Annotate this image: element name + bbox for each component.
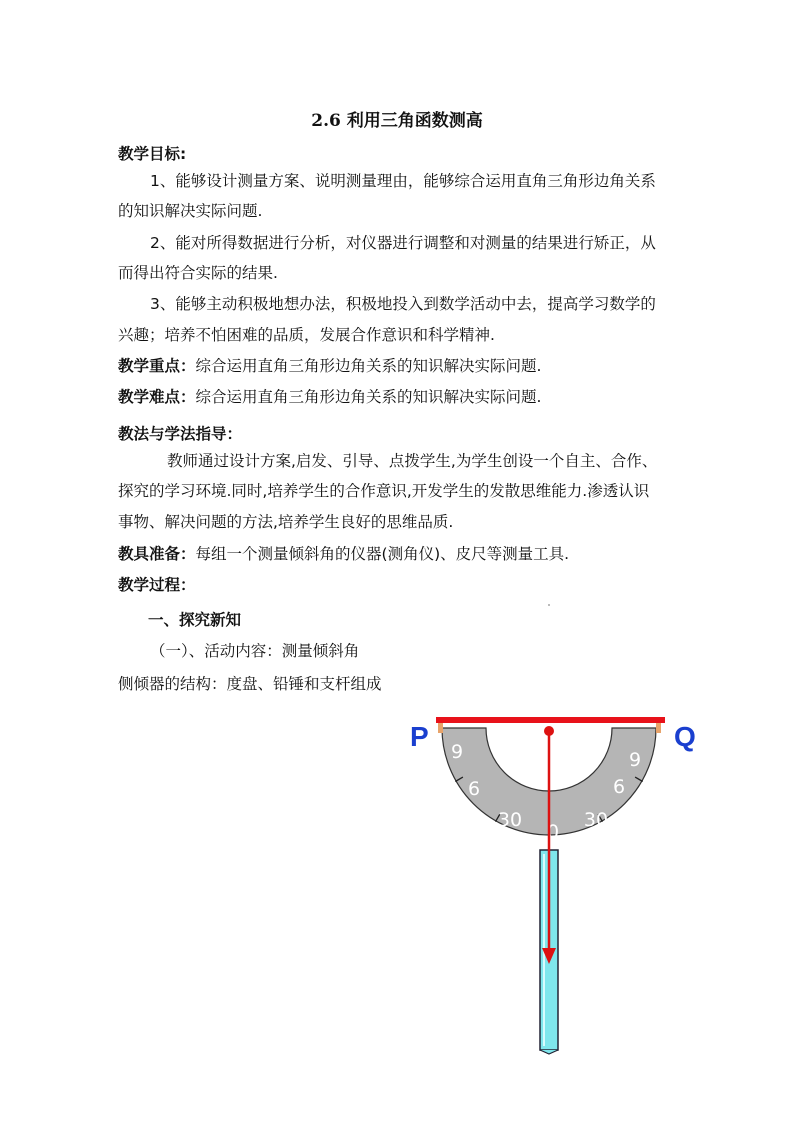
methods-line-1: 教师通过设计方案,启发、引导、点拨学生,为学生创设一个自主、合作、: [167, 452, 658, 470]
tick-label-left-90: 9: [450, 741, 464, 763]
objective-2-line-1: 2、能对所得数据进行分析，对仪器进行调整和对测量的结果进行矫正，从: [150, 234, 656, 252]
speck: [548, 604, 550, 606]
label-p: P: [410, 721, 429, 752]
activity-line: （一）、活动内容：测量倾斜角: [150, 642, 360, 660]
objectives-heading: 教学目标:: [118, 145, 187, 163]
process-heading: 教学过程：: [118, 576, 196, 594]
sighting-bar: [436, 717, 665, 723]
label-q: Q: [674, 721, 696, 752]
objective-1-line-2: 的知识解决实际问题.: [118, 202, 263, 220]
tools-label: 教具准备：: [118, 545, 196, 563]
inclinometer-diagram: [400, 708, 710, 1058]
tick-label-right-60: 6: [612, 776, 626, 798]
tick-label-right-90: 9: [628, 749, 642, 771]
structure-line: 侧倾器的结构：度盘、铅锤和支杆组成: [118, 675, 382, 693]
bar-end-left: [438, 723, 443, 733]
difficulty: [118, 386, 541, 408]
page-title: 2.6 利用三角函数测高: [311, 111, 483, 131]
bar-end-right: [656, 723, 661, 733]
pivot-point: [544, 726, 554, 736]
objective-1-line-1: 1、能够设计测量方案、说明测量理由，能够综合运用直角三角形边角关系: [150, 172, 656, 190]
tools: [118, 543, 569, 565]
tick-label-right-30: 30: [583, 809, 609, 831]
pole-tip: [540, 1050, 558, 1054]
difficulty-label: 教学难点：: [118, 388, 196, 406]
methods-heading: 教法与学法指导：: [118, 425, 243, 443]
tools-text: 每组一个测量倾斜角的仪器(测角仪)、皮尺等测量工具.: [195, 545, 570, 563]
methods-line-2: 探究的学习环境.同时,培养学生的合作意识,开发学生的发散思维能力.渗透认识: [118, 482, 650, 500]
objective-3-line-2: 兴趣；培养不怕困难的品质，发展合作意识和科学精神.: [118, 326, 495, 344]
tick-label-left-30: 30: [497, 809, 523, 831]
methods-line-3: 事物、解决问题的方法,培养学生良好的思维品质.: [118, 513, 454, 531]
key-point: [118, 355, 541, 377]
tick-label-left-60: 6: [467, 778, 481, 800]
tick-label-center-0: 0: [546, 821, 560, 843]
difficulty-text: 综合运用直角三角形边角关系的知识解决实际问题.: [195, 388, 542, 406]
key-point-text: 综合运用直角三角形边角关系的知识解决实际问题.: [195, 357, 542, 375]
objective-2-line-2: 而得出符合实际的结果.: [118, 264, 278, 282]
key-point-label: 教学重点：: [118, 357, 196, 375]
objective-3-line-1: 3、能够主动积极地想办法，积极地投入到数学活动中去，提高学习数学的: [150, 295, 656, 313]
section-1-heading: 一、探究新知: [148, 611, 242, 629]
